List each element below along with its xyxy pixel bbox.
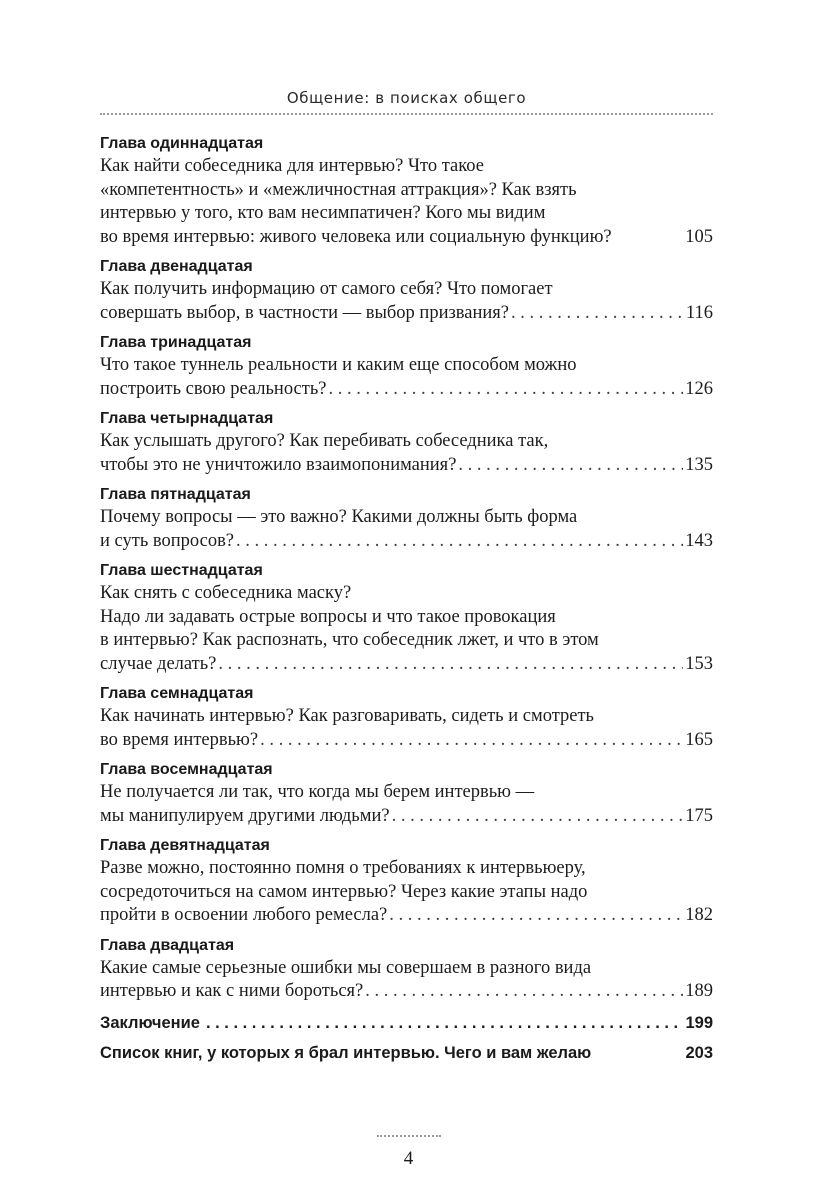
chapter-description-line: совершать выбор, в частности — выбор призвания?	[100, 302, 510, 323]
toc-entry-label: Заключение	[100, 1013, 200, 1032]
table-of-contents	[100, 133, 713, 1065]
dot-leader	[236, 530, 683, 554]
dot-leader	[392, 805, 684, 829]
chapter-title: Глава четырнадцатая	[100, 410, 274, 427]
toc-entry-label: Список книг, у которых я брал интервью. Чего и вам желаю	[100, 1043, 592, 1062]
dot-leader	[218, 653, 683, 677]
toc-page-number: 175	[685, 805, 713, 826]
chapter-title: Глава тринадцатая	[100, 334, 252, 351]
toc-page-number: 182	[685, 905, 713, 925]
toc-page-number: 165	[685, 729, 713, 750]
chapter-description-line: во время интервью?	[100, 729, 259, 750]
dot-leader	[365, 980, 683, 1004]
chapter-last-line	[100, 729, 713, 753]
chapter-last-line	[100, 653, 713, 677]
chapter-description-line: в интервью? Как распознать, что собеседник лжет, и что в этом	[100, 630, 599, 650]
chapter-last-line	[100, 226, 713, 250]
chapter-description-line: Почему вопросы — это важно? Какими должны быть форма	[100, 507, 578, 527]
chapter-last-line	[100, 378, 713, 402]
toc-chapter-entry[interactable]	[100, 408, 713, 477]
toc-page-number: 189	[685, 981, 713, 1001]
toc-page-number: 199	[685, 1013, 713, 1032]
chapter-description-line: пройти в освоении любого ремесла?	[100, 905, 388, 925]
chapter-title: Глава семнадцатая	[100, 685, 254, 702]
chapter-description-line: Как найти собеседника для интервью? Что такое	[100, 156, 484, 176]
toc-page-number: 116	[685, 302, 713, 323]
chapter-description-line: Разве можно, постоянно помня о требованиях к интервьюеру,	[100, 858, 586, 878]
dot-leader	[260, 729, 683, 753]
toc-page-number: 203	[685, 1043, 713, 1062]
toc-chapter-entry[interactable]	[100, 759, 713, 828]
dot-leader	[206, 1011, 680, 1035]
toc-chapter-entry[interactable]	[100, 332, 713, 401]
chapter-description-line: построить свою реальность?	[100, 378, 327, 399]
chapter-description-line: и суть вопросов?	[100, 530, 235, 551]
chapter-last-line	[100, 904, 713, 928]
chapter-description-line: Как снять с собеседника маску?	[100, 583, 352, 603]
chapter-description-line: интервью у того, кто вам несимпатичен? Кого мы видим	[100, 203, 546, 223]
header-dotted-rule	[100, 113, 713, 115]
chapter-description-line: Как начинать интервью? Как разговаривать, сидеть и смотреть	[100, 706, 594, 726]
toc-chapter-entry[interactable]	[100, 133, 713, 249]
chapter-title: Глава восемнадцатая	[100, 761, 273, 778]
dot-leader	[389, 904, 683, 928]
toc-chapter-entry[interactable]	[100, 835, 713, 928]
chapter-last-line	[100, 454, 713, 478]
chapter-description-line: во время интервью: живого человека или социальную функцию?	[100, 226, 612, 247]
toc-page-number: 153	[685, 653, 713, 674]
chapter-description-line: Не получается ли так, что когда мы берем интервью —	[100, 782, 535, 802]
chapter-title: Глава пятнадцатая	[100, 486, 251, 503]
chapter-description-line: мы манипулируем другими людьми?	[100, 805, 390, 826]
chapter-description-line: Надо ли задавать острые вопросы и что такое провокация	[100, 606, 556, 627]
chapter-title: Глава одиннадцатая	[100, 135, 264, 152]
toc-chapter-entry[interactable]	[100, 484, 713, 553]
footer-dotted-ornament	[377, 1135, 441, 1137]
toc-page-number: 126	[685, 378, 713, 399]
chapter-description-line: «компетентность» и «межличностная аттракция»? Как взять	[100, 179, 577, 200]
chapter-description-line: сосредоточиться на самом интервью? Через какие этапы надо	[100, 881, 588, 902]
dot-leader	[458, 454, 683, 478]
toc-entry-conclusion[interactable]	[100, 1011, 713, 1035]
toc-page-number: 143	[685, 530, 713, 551]
toc-chapter-entry[interactable]	[100, 560, 713, 676]
toc-chapter-entry[interactable]	[100, 683, 713, 752]
dot-leader	[328, 378, 683, 402]
chapter-title: Глава девятнадцатая	[100, 837, 270, 854]
chapter-last-line	[100, 980, 713, 1004]
toc-page-number: 135	[685, 454, 713, 475]
chapter-description-line: Как услышать другого? Как перебивать собеседника так,	[100, 431, 549, 451]
page-number: 4	[403, 1148, 414, 1169]
chapter-title: Глава двадцатая	[100, 936, 235, 954]
toc-chapter-entry[interactable]	[100, 256, 713, 325]
chapter-description-line: Что такое туннель реальности и каким еще способом можно	[100, 355, 577, 375]
chapter-last-line	[100, 530, 713, 554]
chapter-description-line: интервью и как с ними бороться?	[100, 981, 364, 1001]
chapter-description-line: чтобы это не уничтожило взаимопонимания?	[100, 454, 457, 475]
chapter-title: Глава двенадцатая	[100, 258, 253, 275]
chapter-description-line: Какие самые серьезные ошибки мы совершаем в разного вида	[100, 957, 592, 978]
toc-entry-booklist[interactable]	[100, 1041, 713, 1065]
chapter-description-line: Как получить информацию от самого себя? Что помогает	[100, 279, 553, 299]
toc-chapter-entry[interactable]	[100, 935, 713, 1004]
chapter-description-line: случае делать?	[100, 653, 217, 674]
chapter-last-line	[100, 805, 713, 829]
chapter-last-line	[100, 302, 713, 326]
chapter-title: Глава шестнадцатая	[100, 562, 263, 579]
toc-page-number: 105	[685, 226, 713, 247]
running-head: Общение: в поисках общего	[286, 89, 527, 107]
dot-leader	[511, 302, 684, 326]
